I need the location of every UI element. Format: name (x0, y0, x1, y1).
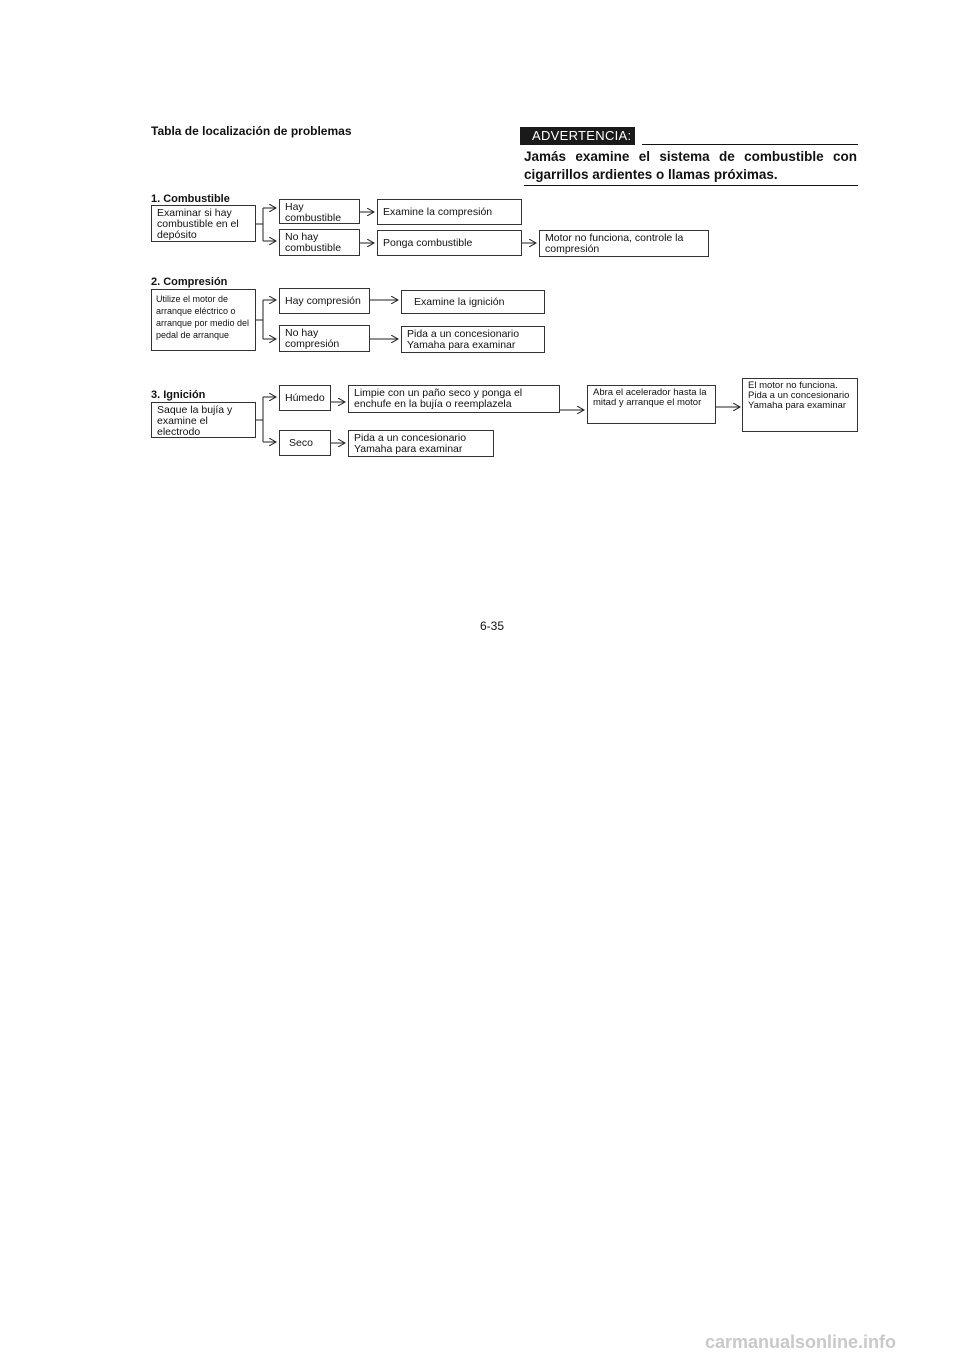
box-examine-ignicion: Examine la ignición (401, 290, 545, 314)
page-number: 6-35 (480, 619, 505, 633)
warning-text: Jamás examine el sistema de combustible con cigarrillos ardientes o llamas próximas. (524, 149, 857, 182)
box-hay-combustible: Hay combustible (279, 199, 360, 224)
box-motor-no-funciona-compresion: Motor no funciona, controle la compresión (539, 230, 709, 257)
box-abra-acelerador: Abra el acelerador hasta la mitad y arranque el motor (587, 385, 716, 424)
branch-connector-combustible (256, 208, 276, 241)
box-concesionario-compresion: Pida a un concesionario Yamaha para examinar (401, 326, 545, 353)
box-concesionario-ignicion: Pida a un concesionario Yamaha para examinar (348, 430, 494, 457)
warning-bottom-rule (524, 185, 858, 186)
box-seco: Seco (279, 430, 331, 456)
box-saque-bujia: Saque la bujía y examine el electrodo (151, 402, 256, 438)
page-title: Tabla de localización de problemas (151, 124, 352, 138)
warning-badge: ADVERTENCIA: (520, 127, 635, 145)
branch-connector-compresion (256, 300, 263, 339)
box-examinar-combustible: Examinar si hay combustible en el depósito (151, 205, 256, 242)
box-hay-compresion: Hay compresión (279, 288, 370, 314)
branch-connector-ignicion (256, 397, 263, 442)
box-no-hay-combustible: No hay combustible (279, 229, 360, 256)
section-heading-combustible: 1. Combustible (151, 193, 230, 205)
box-humedo: Húmedo (279, 385, 331, 411)
box-utilize-motor-arranque: Utilize el motor de arranque eléctrico o arranque por medio del pedal de arranque (151, 289, 256, 351)
section-heading-compresion: 2. Compresión (151, 276, 228, 288)
box-examine-compresion: Examine la compresión (377, 199, 522, 225)
section-heading-ignicion: 3. Ignición (151, 389, 206, 401)
box-motor-no-funciona-ignicion: El motor no funciona. Pida a un concesionario Yamaha para examinar (742, 378, 858, 432)
box-ponga-combustible: Ponga combustible (377, 230, 522, 256)
watermark: carmanualsonline.info (705, 1332, 897, 1352)
warning-top-rule (642, 144, 858, 145)
box-no-hay-compresion: No hay compresión (279, 325, 370, 352)
box-limpie-bujia: Limpie con un paño seco y ponga el enchufe en la bujía o reemplazela (348, 385, 560, 413)
